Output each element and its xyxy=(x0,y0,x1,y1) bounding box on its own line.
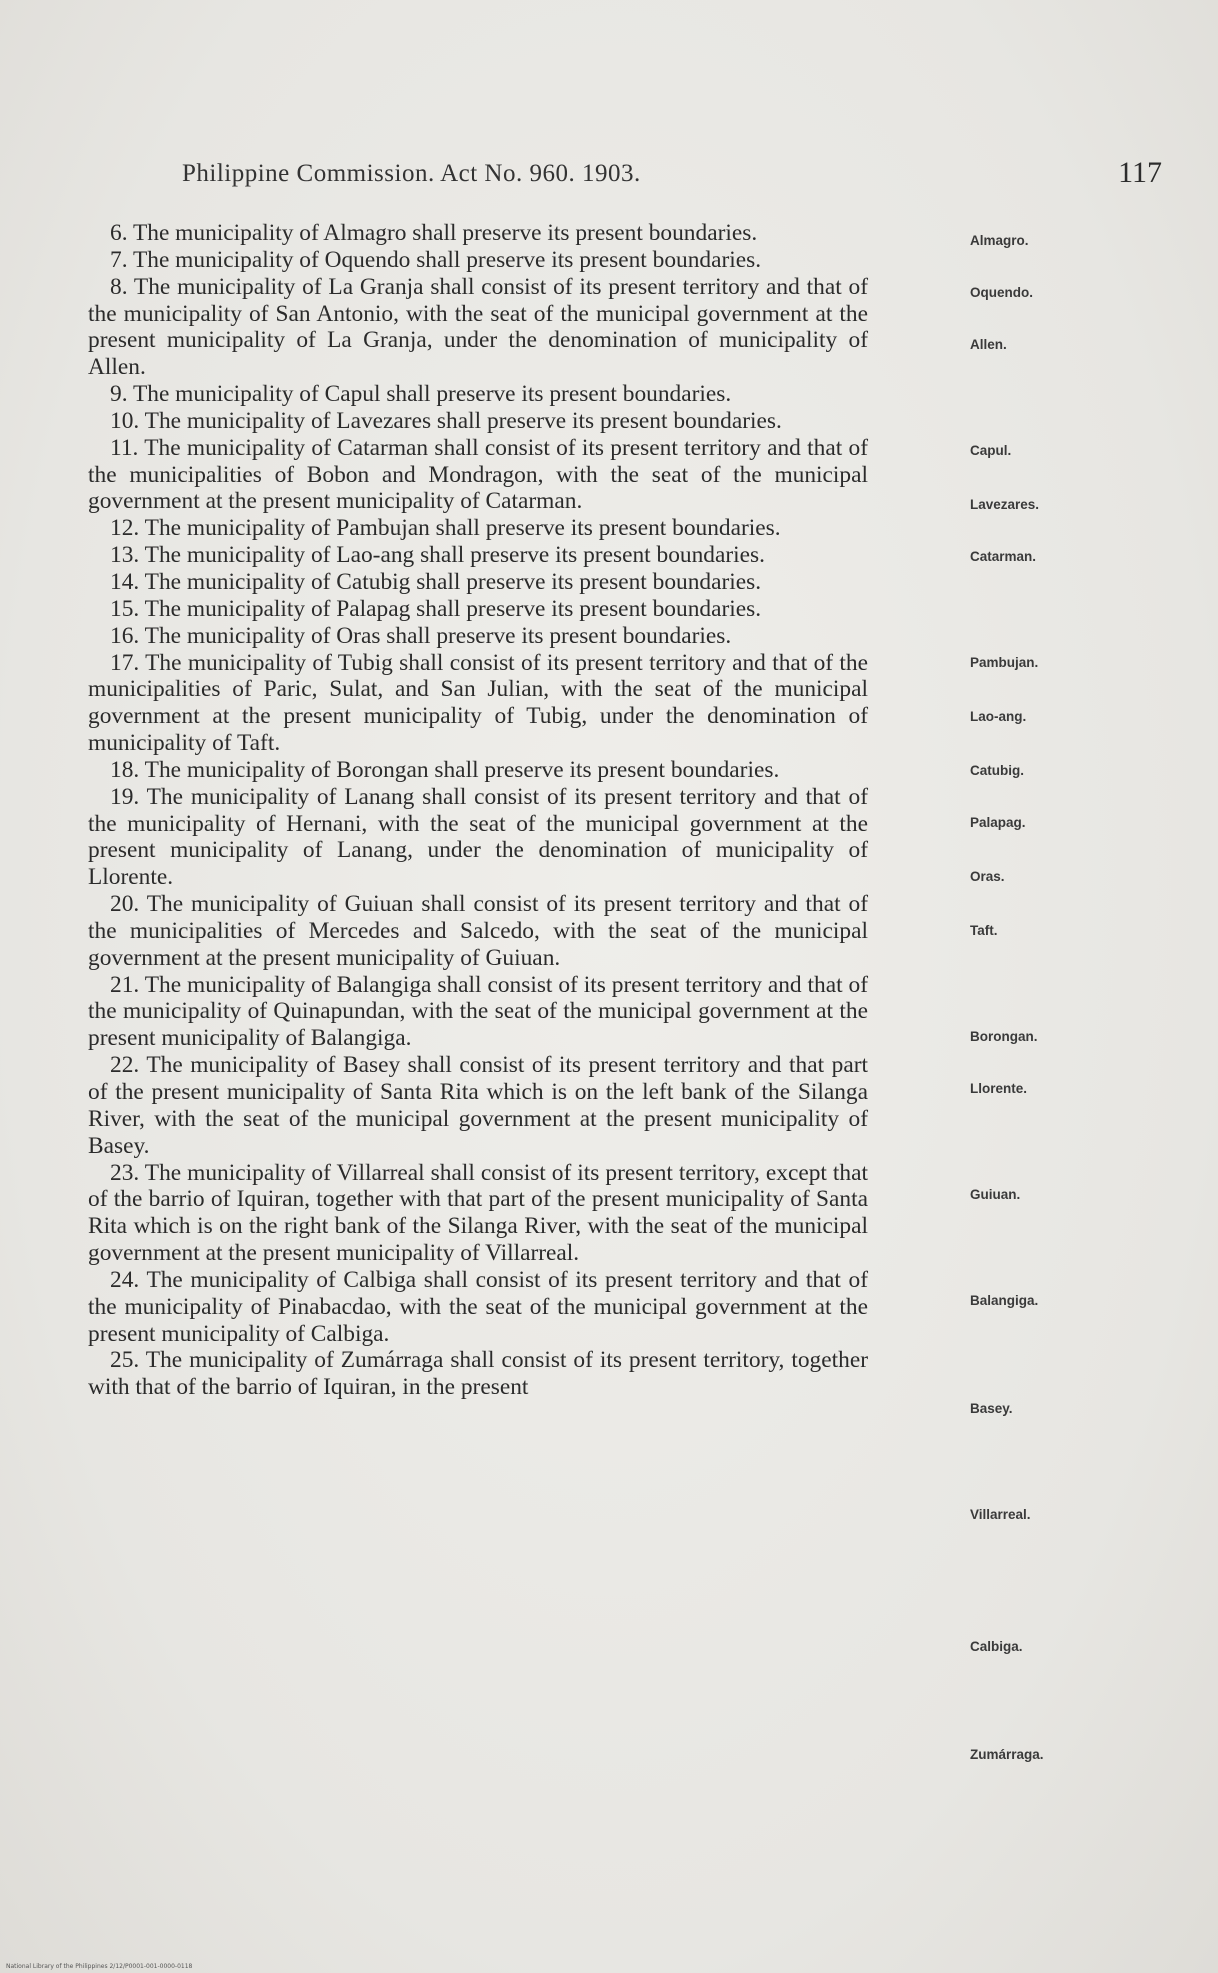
margin-note-allen: Allen. xyxy=(970,337,1007,352)
margin-note-oras: Oras. xyxy=(970,869,1005,884)
margin-note-oquendo: Oquendo. xyxy=(970,285,1033,300)
paragraph-23: 23. The municipality of Villarreal shall consist of its present territory, except that of the barrio of Iquiran, together with that part of the present municipality of Santa Rita which is on the right bank of the Silanga River, with the seat of the municipal government at the present municipality of Villarreal. xyxy=(88,1159,868,1267)
margin-note-guiuan: Guiuan. xyxy=(970,1187,1021,1202)
paragraph-21: 21. The municipality of Balangiga shall consist of its present territory and that of the municipality of Quinapundan, with the seat of the municipal government at the present municipality of Balangiga. xyxy=(88,971,868,1052)
paragraph-17: 17. The municipality of Tubig shall consist of its present territory and that of the municipalities of Paric, Sulat, and San Julian, with the seat of the municipal government at the present municipality of Tubig, under the denomination of municipality of Taft. xyxy=(88,649,868,757)
paragraph-14: 14. The municipality of Catubig shall preserve its present boundaries. xyxy=(110,568,762,595)
margin-note-catubig: Catubig. xyxy=(970,763,1024,778)
margin-note-balangiga: Balangiga. xyxy=(970,1293,1039,1308)
margin-note-villarreal: Villarreal. xyxy=(970,1507,1031,1522)
margin-note-llorente: Llorente. xyxy=(970,1081,1028,1096)
running-head xyxy=(182,156,1162,200)
margin-note-lavezares: Lavezares. xyxy=(970,497,1040,512)
margin-note-lao-ang: Lao-ang. xyxy=(970,709,1027,724)
scan-footer: National Library of the Philippines 2/12/P0001-001-0000-0118 xyxy=(6,1963,193,1970)
paragraph-8: 8. The municipality of La Granja shall consist of its present territory and that of the municipality of San Antonio, with the seat of the municipal government at the present municipality of La Granja, under the denomination of municipality of Allen. xyxy=(88,273,868,381)
paragraph-18: 18. The municipality of Borongan shall preserve its present boundaries. xyxy=(110,756,780,783)
paragraph-9: 9. The municipality of Capul shall preserve its present boundaries. xyxy=(110,381,732,408)
paragraph-7: 7. The municipality of Oquendo shall preserve its present boundaries. xyxy=(110,246,762,273)
paragraph-10: 10. The municipality of Lavezares shall preserve its present boundaries. xyxy=(110,407,782,434)
paragraph-22: 22. The municipality of Basey shall consist of its present territory and that part of the present municipality of Santa Rita which is on the left bank of the Silanga River, with the seat of the municipal government at the present municipality of Basey. xyxy=(88,1052,868,1159)
margin-note-pambujan: Pambujan. xyxy=(970,655,1039,670)
paragraph-13: 13. The municipality of Lao-ang shall preserve its present boundaries. xyxy=(110,542,765,569)
margin-note-catarman: Catarman. xyxy=(970,549,1037,564)
margin-note-basey: Basey. xyxy=(970,1401,1013,1416)
paragraph-20: 20. The municipality of Guiuan shall consist of its present territory and that of the municipalities of Mercedes and Salcedo, with the seat of the municipal government at the present municipality of Guiuan. xyxy=(88,891,868,971)
paragraph-6: 6. The municipality of Almagro shall preserve its present boundaries. xyxy=(110,220,758,246)
margin-note-palapag: Palapag. xyxy=(970,815,1026,830)
paragraph-19: 19. The municipality of Lanang shall consist of its present territory and that of the municipality of Hernani, with the seat of the municipal government at the present municipality of Lanang, under the denomination of municipality of Llorente. xyxy=(88,783,868,891)
margin-note-capul: Capul. xyxy=(970,443,1012,458)
paragraph-25: 25. The municipality of Zumárraga shall consist of its present territory, together with that of the barrio of Iquiran, in the present xyxy=(88,1347,868,1401)
page-number: 117 xyxy=(1118,156,1162,189)
margin-note-zumarraga: Zumárraga. xyxy=(970,1747,1044,1762)
paragraph-15: 15. The municipality of Palapag shall preserve its present boundaries. xyxy=(110,595,762,622)
paragraph-16: 16. The municipality of Oras shall preserve its present boundaries. xyxy=(110,622,732,649)
paragraph-24: 24. The municipality of Calbiga shall consist of its present territory and that of the municipality of Pinabacdao, with the seat of the municipal government at the present municipality of Calbiga. xyxy=(88,1266,868,1347)
paragraph-11: 11. The municipality of Catarman shall consist of its present territory and that of the municipalities of Bobon and Mondragon, with the seat of the municipal government at the present municipality of Catarman. xyxy=(88,434,868,515)
margin-note-calbiga: Calbiga. xyxy=(970,1639,1023,1654)
margin-note-borongan: Borongan. xyxy=(970,1029,1038,1044)
running-head-title: Philippine Commission. Act No. 960. 1903. xyxy=(182,160,641,187)
margin-note-almagro: Almagro. xyxy=(970,233,1029,248)
paragraph-12: 12. The municipality of Pambujan shall preserve its present boundaries. xyxy=(110,515,781,542)
margin-note-taft: Taft. xyxy=(970,923,998,938)
body-text xyxy=(88,220,1044,1762)
